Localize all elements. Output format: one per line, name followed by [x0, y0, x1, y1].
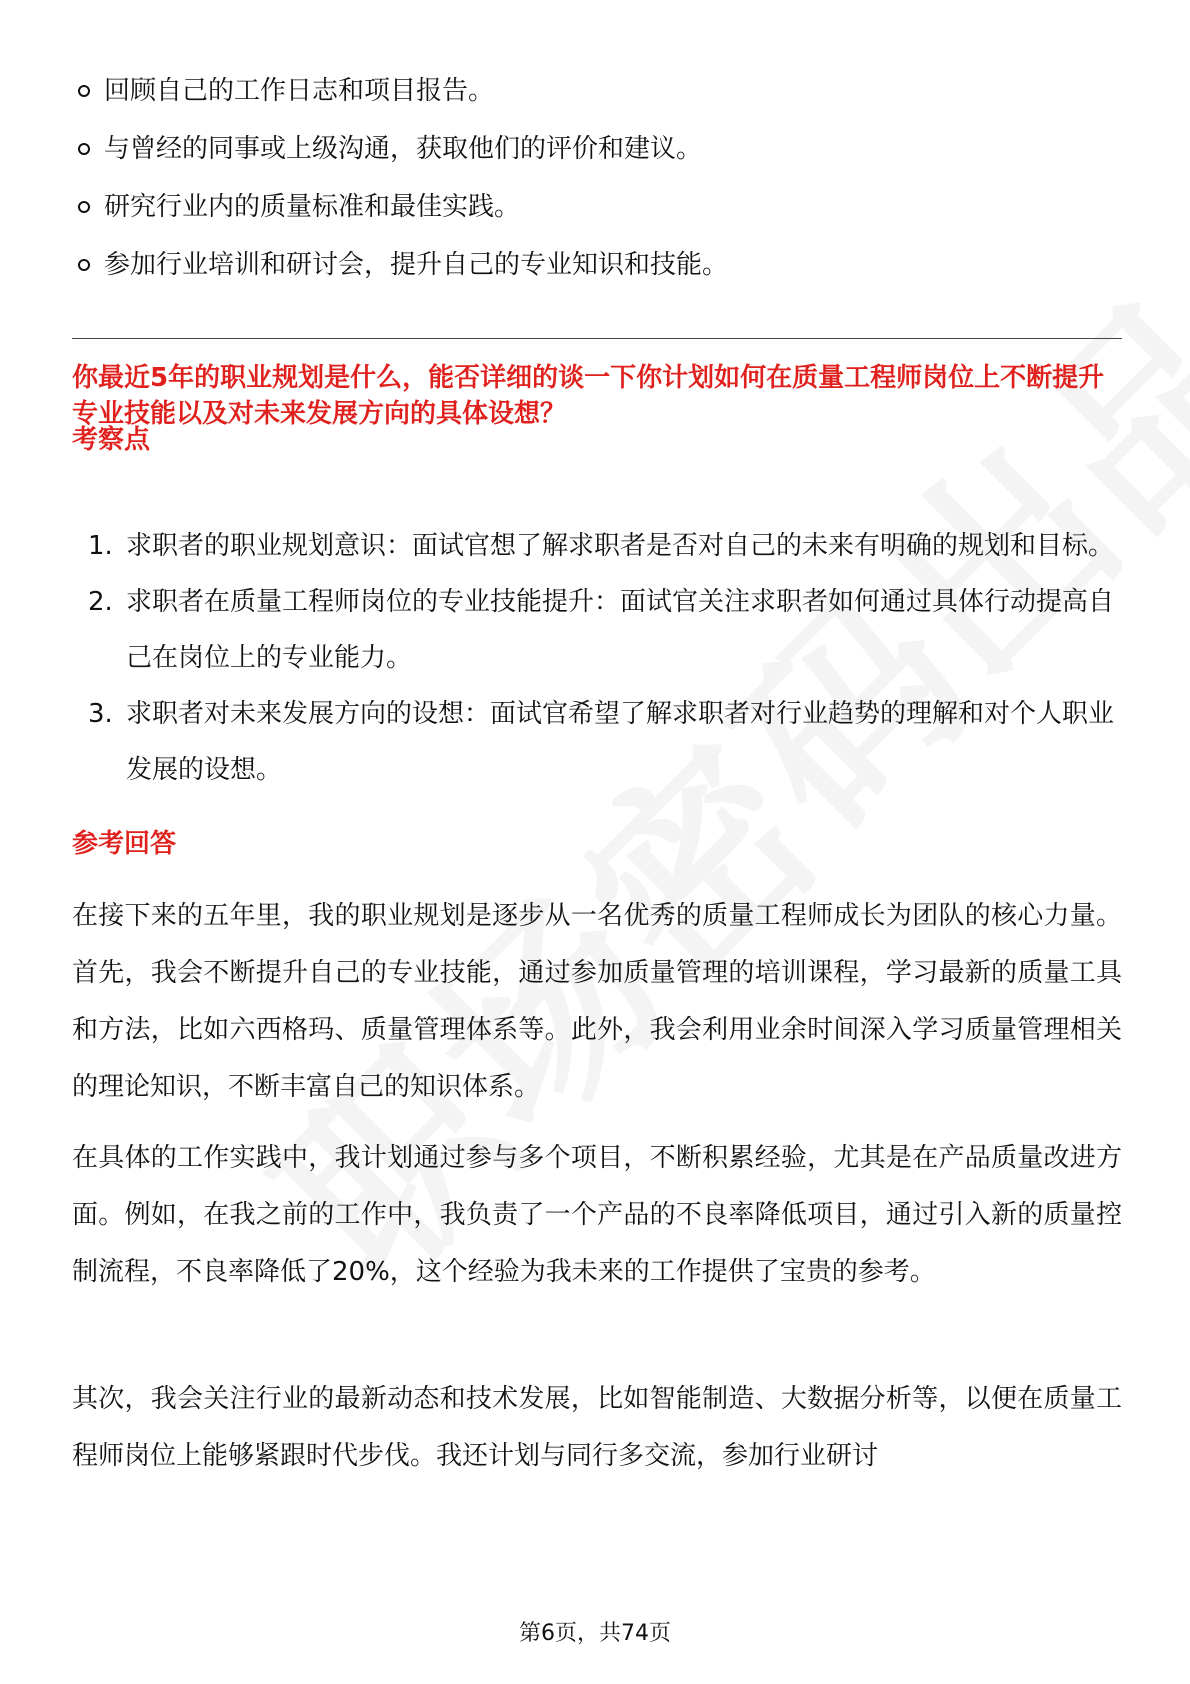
list-item — [72, 574, 1122, 686]
answer-paragraph: 在接下来的五年里，我的职业规划是逐步从一名优秀的质量工程师成长为团队的核心力量。首先，我会不断提升自己的专业技能，通过参加质量管理的培训课程，学习最新的质量工具和方法，比如六西格玛、质量管理体系等。此外，我会利用业余时间深入学习质量管理相关的理论知识，不断丰富自己的知识体系。 — [72, 901, 1122, 1102]
bullet-text: 回顾自己的工作日志和项目报告。 — [104, 76, 495, 106]
bullet-text: 与曾经的同事或上级沟通，获取他们的评价和建议。 — [104, 134, 703, 164]
page-number: 第6页，共74页 — [519, 1621, 671, 1646]
item-text: 求职者对未来发展方向的设想：面试官希望了解求职者对行业趋势的理解和对个人职业发展的设想。 — [126, 699, 1115, 785]
answer-paragraph: 其次，我会关注行业的最新动态和技术发展，比如智能制造、大数据分析等，以便在质量工程师岗位上能够紧跟时代步伐。我还计划与同行多交流，参加行业研讨 — [72, 1384, 1122, 1471]
focus-points-list — [72, 518, 1122, 798]
list-item — [78, 236, 728, 294]
list-item — [78, 178, 728, 236]
list-item — [78, 62, 728, 120]
list-item — [72, 518, 1122, 574]
item-text: 求职者在质量工程师岗位的专业技能提升：面试官关注求职者如何通过具体行动提高自己在岗位上的专业能力。 — [126, 587, 1115, 673]
circle-bullet-icon — [78, 143, 90, 155]
item-text: 求职者的职业规划意识：面试官想了解求职者是否对自己的未来有明确的规划和目标。 — [126, 531, 1115, 561]
circle-bullet-icon — [78, 259, 90, 271]
answer-paragraph: 在具体的工作实践中，我计划通过参与多个项目，不断积累经验，尤其是在产品质量改进方面。例如，在我之前的工作中，我负责了一个产品的不良率降低项目，通过引入新的质量控制流程，不良率降低了20%，这个经验为我未来的工作提供了宝贵的参考。 — [72, 1143, 1122, 1287]
item-number: 2. — [88, 587, 113, 617]
item-number: 3. — [88, 699, 113, 729]
item-number: 1. — [88, 531, 113, 561]
list-item — [78, 120, 728, 178]
bullet-list — [78, 62, 728, 294]
question-heading: 你最近5年的职业规划是什么，能否详细的谈一下你计划如何在质量工程师岗位上不断提升专业技能以及对未来发展方向的具体设想？ — [72, 363, 1105, 429]
focus-section-title: 考察点 — [72, 425, 151, 455]
section-divider — [72, 338, 1122, 339]
bullet-text: 研究行业内的质量标准和最佳实践。 — [104, 192, 521, 222]
answer-section-title: 参考回答 — [72, 829, 177, 859]
circle-bullet-icon — [78, 201, 90, 213]
bullet-text: 参加行业培训和研讨会，提升自己的专业知识和技能。 — [104, 250, 729, 280]
list-item — [72, 686, 1122, 798]
circle-bullet-icon — [78, 85, 90, 97]
